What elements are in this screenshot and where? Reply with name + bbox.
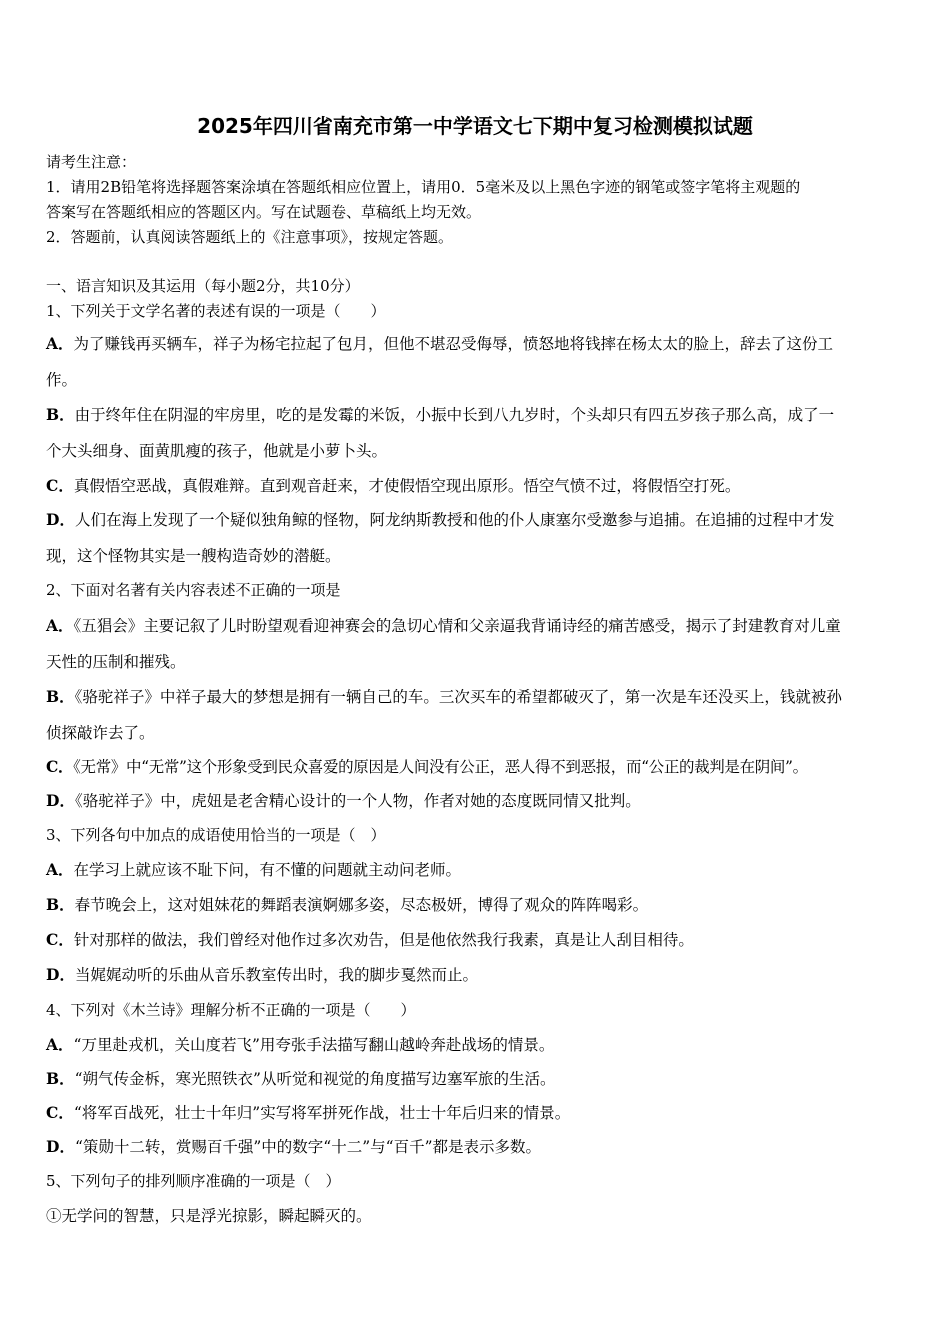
question-2-option-c	[46, 757, 808, 777]
question-2-option-a-cont: 天性的压制和摧残。	[46, 653, 186, 671]
question-5-stem: 5、下列句子的排列顺序准确的一项是（ ）	[46, 1172, 341, 1190]
option-text: 由于终年住在阴湿的牢房里，吃的是发霉的米饭，小振中长到八九岁时，个头却只有四五岁孩子那么高，成了一	[74, 406, 835, 424]
option-text: 《五猖会》主要记叙了儿时盼望观看迎神赛会的急切心情和父亲逼我背诵诗经的痛苦感受，揭示了封建教育对儿童	[73, 617, 841, 635]
option-text: “将军百战死，壮士十年归”实写将军拼死作战，壮士十年后归来的情景。	[73, 1104, 571, 1122]
question-1-option-c	[46, 476, 740, 496]
question-3-option-a	[46, 860, 461, 880]
option-label: A．	[46, 334, 74, 353]
option-text: 针对那样的做法，我们曾经对他作过多次劝告，但是他依然我行我素，真是让人刮目相待。	[73, 931, 694, 949]
notice-item-1a: 1．请用2B铅笔将选择题答案涂填在答题纸相应位置上，请用0．5毫米及以上黑色字迹的钢笔或签字笔将主观题的	[46, 178, 801, 196]
question-1-option-b	[46, 405, 834, 425]
question-3-stem: 3、下列各句中加点的成语使用恰当的一项是（ ）	[46, 826, 386, 844]
option-text: “万里赴戎机，关山度若飞”用夸张手法描写翻山越岭奔赴战场的情景。	[73, 1036, 555, 1054]
option-label: C．	[46, 1103, 74, 1122]
question-4-stem: 4、下列对《木兰诗》理解分析不正确的一项是（ ）	[46, 1001, 416, 1019]
question-2-stem: 2、下面对名著有关内容表述不正确的一项是	[46, 581, 341, 599]
question-4-option-a	[46, 1035, 554, 1055]
question-1-option-a	[46, 334, 833, 354]
question-1-option-d	[46, 510, 834, 530]
question-4-option-d	[46, 1137, 541, 1157]
question-2-option-a	[46, 616, 841, 636]
question-2-option-b	[46, 687, 842, 707]
question-3-option-c	[46, 930, 694, 950]
option-label: B．	[46, 1069, 75, 1088]
section-heading: 一、语言知识及其运用（每小题2分，共10分）	[46, 277, 360, 295]
question-2-option-d	[46, 791, 641, 811]
question-4-option-c	[46, 1103, 570, 1123]
option-text: 《骆驼祥子》中，虎妞是老舍精心设计的一个人物，作者对她的态度既同情又批判。	[74, 792, 641, 810]
option-text: 《无常》中“无常”这个形象受到民众喜爱的原因是人间没有公正，恶人得不到恶报，而“公正的裁判是在阴间”。	[73, 758, 808, 776]
option-label: A．	[46, 616, 74, 635]
option-label: D．	[46, 791, 75, 810]
question-2-option-b-cont: 侦探敲诈去了。	[46, 724, 155, 742]
option-text: 为了赚钱再买辆车，祥子为杨宅拉起了包月，但他不堪忍受侮辱，愤怒地将钱摔在杨太太的脸上，辞去了这份工	[73, 335, 834, 353]
option-text: “策勋十二转，赏赐百千强”中的数字“十二”与“百千”都是表示多数。	[74, 1138, 541, 1156]
option-label: D．	[46, 510, 75, 529]
option-label: C．	[46, 930, 74, 949]
option-text: 当娓娓动听的乐曲从音乐教室传出时，我的脚步戛然而止。	[74, 966, 478, 984]
notice-item-1b: 答案写在答题纸相应的答题区内。写在试题卷、草稿纸上均无效。	[46, 203, 482, 221]
option-label: D．	[46, 965, 75, 984]
option-text: 在学习上就应该不耻下问，有不懂的问题就主动问老师。	[73, 861, 462, 879]
option-label: B．	[46, 405, 75, 424]
option-text: 《骆驼祥子》中祥子最大的梦想是拥有一辆自己的车。三次买车的希望都破灭了，第一次是车还没买上，钱就被孙	[74, 688, 842, 706]
question-1-option-a-cont: 作。	[46, 371, 78, 389]
page-title: 2025年四川省南充市第一中学语文七下期中复习检测模拟试题	[197, 114, 753, 138]
question-4-option-b	[46, 1069, 555, 1089]
option-label: A．	[46, 860, 74, 879]
question-3-option-d	[46, 965, 478, 985]
option-label: B．	[46, 687, 75, 706]
option-text: 人们在海上发现了一个疑似独角鲸的怪物，阿龙纳斯教授和他的仆人康塞尔受邀参与追捕。在追捕的过程中才发	[74, 511, 835, 529]
question-1-option-d-cont: 现，这个怪物其实是一艘构造奇妙的潜艇。	[46, 547, 341, 565]
option-label: B．	[46, 895, 75, 914]
option-text: 春节晚会上，这对姐妹花的舞蹈表演婀娜多姿，尽态极妍，博得了观众的阵阵喝彩。	[74, 896, 649, 914]
question-1-option-b-cont: 个大头细身、面黄肌瘦的孩子，他就是小萝卜头。	[46, 442, 388, 460]
option-text: 真假悟空恶战，真假难辩。直到观音赶来，才使假悟空现出原形。悟空气愤不过，将假悟空打死。	[73, 477, 741, 495]
question-5-sentence-1: ①无学问的智慧，只是浮光掠影，瞬起瞬灭的。	[46, 1207, 372, 1225]
question-3-option-b	[46, 895, 648, 915]
option-label: C．	[46, 476, 74, 495]
option-text: “朔气传金柝，寒光照铁衣”从听觉和视觉的角度描写边塞军旅的生活。	[74, 1070, 556, 1088]
option-label: A．	[46, 1035, 74, 1054]
option-label: C．	[46, 757, 74, 776]
option-label: D．	[46, 1137, 75, 1156]
notice-heading: 请考生注意：	[46, 153, 137, 171]
question-1-stem: 1、下列关于文学名著的表述有误的一项是（ ）	[46, 302, 386, 320]
notice-item-2: 2．答题前，认真阅读答题纸上的《注意事项》，按规定答题。	[46, 228, 454, 246]
